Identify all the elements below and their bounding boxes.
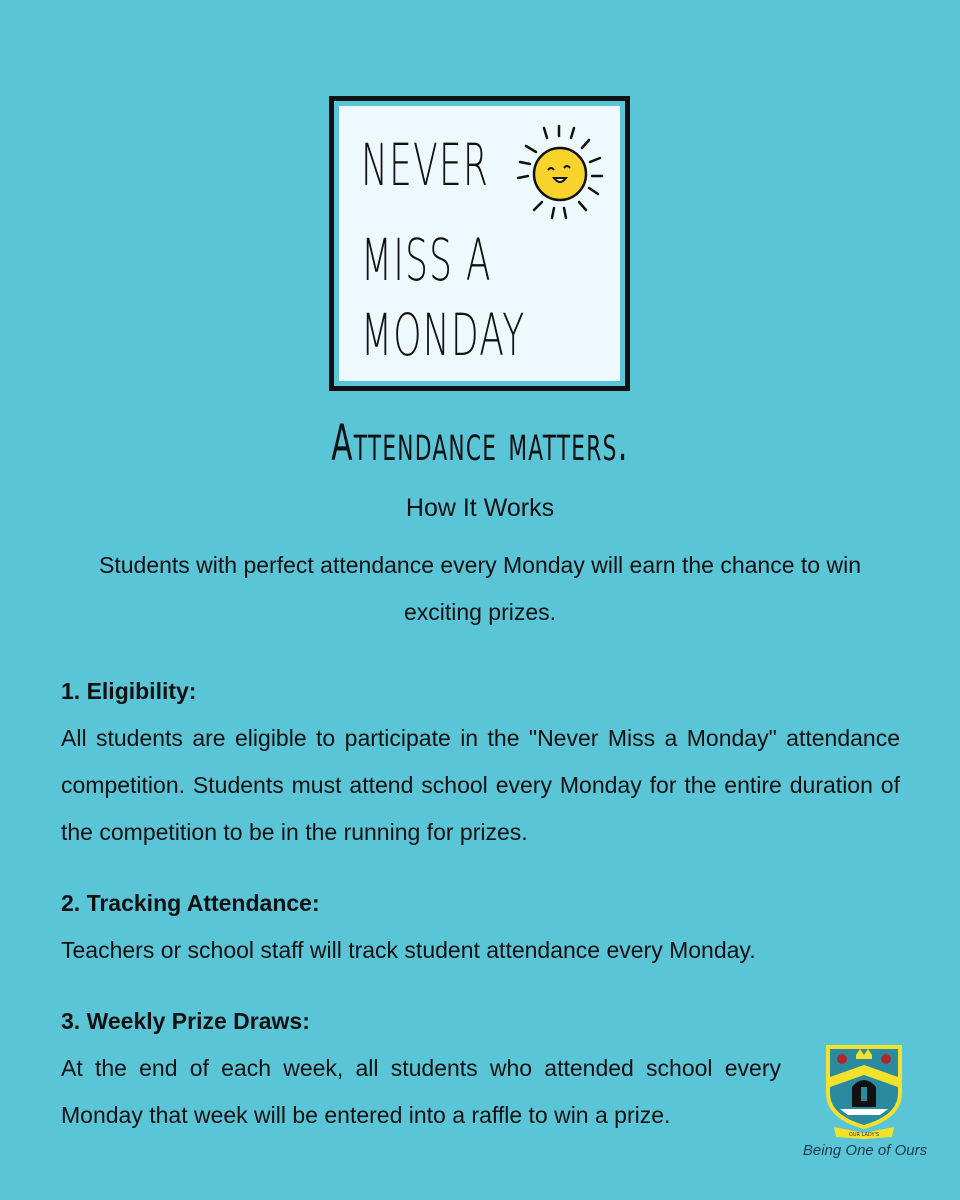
sign-line-2: MISS A: [361, 226, 492, 294]
school-crest-logo: [824, 1043, 904, 1139]
smiling-sun-icon: [504, 118, 614, 228]
never-miss-a-monday-sign: [329, 96, 630, 391]
section-tracking-attendance: [61, 880, 900, 974]
section-heading: 1. Eligibility:: [61, 678, 197, 704]
svg-text:OUR LADY'S: OUR LADY'S: [848, 1132, 880, 1138]
sign-line-3: MONDAY: [361, 301, 526, 369]
section-heading: 2. Tracking Attendance:: [61, 890, 320, 916]
page-title: Attendance matters.: [331, 414, 629, 472]
section-body: All students are eligible to participate in the "Never Miss a Monday" attendance competition. Students must attend school every Monday for the entire duration of the competition to be in the running for prizes.: [61, 725, 900, 845]
section-weekly-prize-draws: [61, 998, 781, 1139]
section-body: At the end of each week, all students who attended school every Monday that week will be entered into a raffle to win a prize.: [61, 1055, 781, 1128]
intro-text: Students with perfect attendance every Monday will earn the chance to win exciting prizes.: [99, 552, 861, 625]
section-eligibility: [61, 668, 900, 856]
section-heading: 3. Weekly Prize Draws:: [61, 1008, 310, 1034]
school-motto: Being One of Ours: [802, 1142, 928, 1159]
section-body: Teachers or school staff will track student attendance every Monday.: [61, 937, 756, 963]
subtitle: How It Works: [405, 494, 555, 522]
sign-line-1: NEVER: [361, 131, 490, 199]
